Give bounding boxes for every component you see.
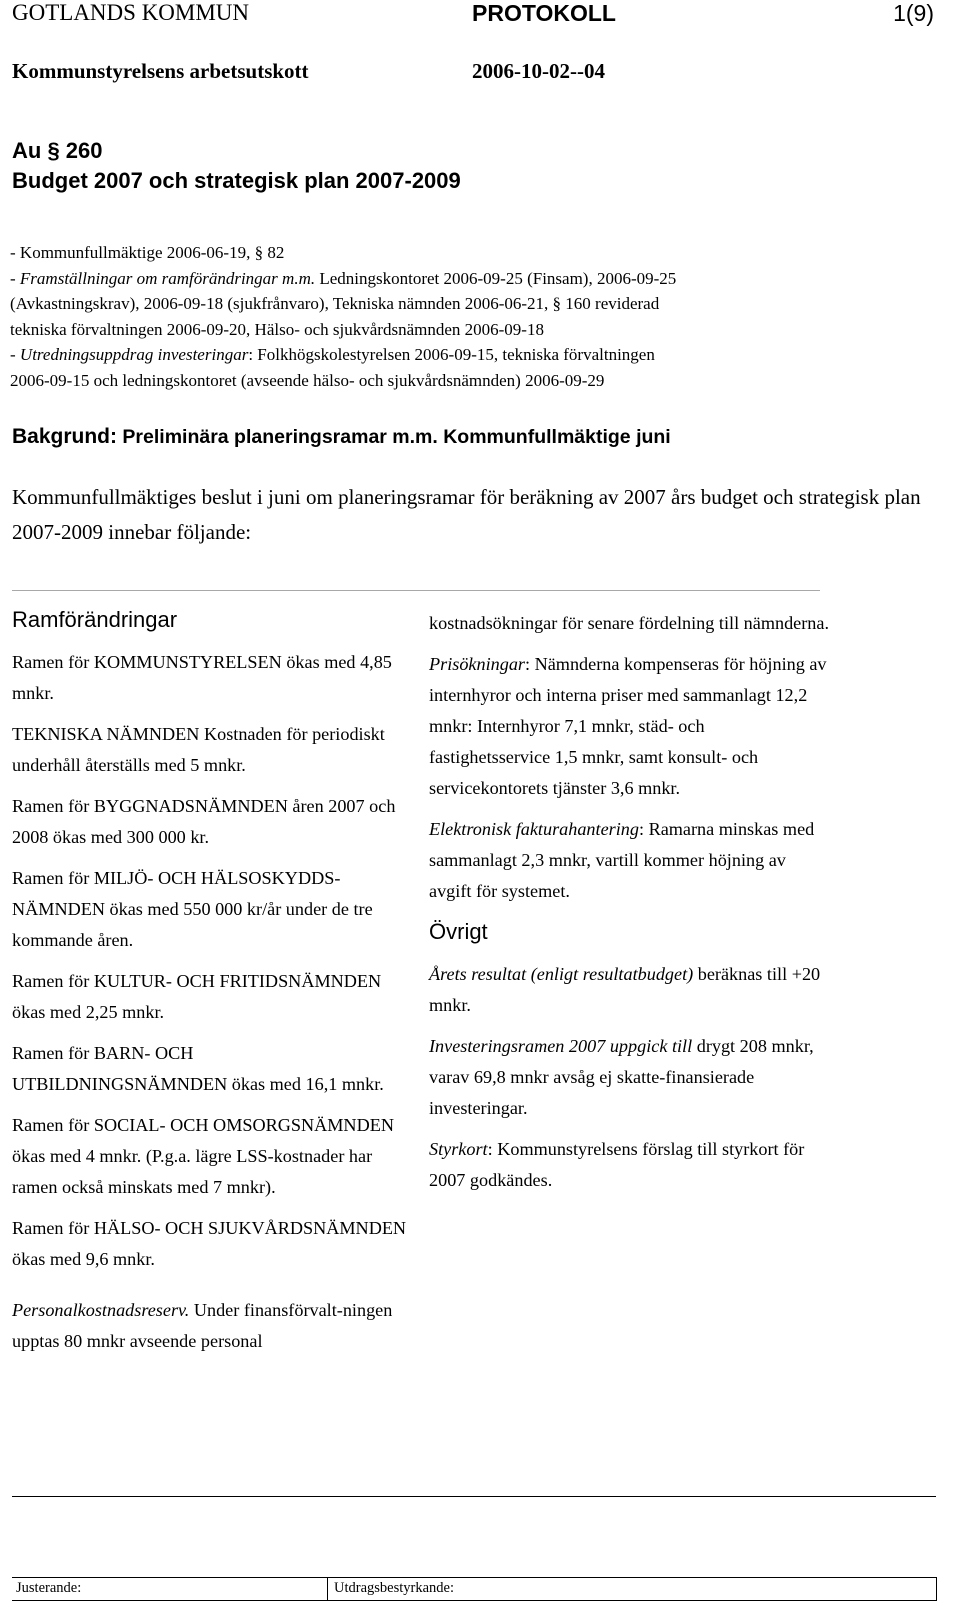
item-title: Budget 2007 och strategisk plan 2007-2009: [12, 168, 461, 193]
paragraph: Ramen för KOMMUNSTYRELSEN ökas med 4,85 mnkr.: [12, 652, 392, 703]
committee-name: Kommunstyrelsens arbetsutskott: [12, 59, 309, 83]
ref-line: - Kommunfullmäktige 2006-06-19, § 82: [10, 243, 285, 262]
paragraph: Elektronisk fakturahantering: Ramarna minskas med sammanlagt 2,3 mnkr, vartill kommer höjning av avgift för systemet.: [429, 819, 815, 901]
right-column: [429, 608, 829, 1206]
org-name: GOTLANDS KOMMUN: [12, 0, 250, 25]
meeting-date: 2006-10-02--04: [472, 59, 605, 83]
paragraph: kostnadsökningar för senare fördelning till nämnderna.: [429, 613, 830, 633]
paragraph: Årets resultat (enligt resultatbudget) beräknas till +20 mnkr.: [429, 964, 821, 1015]
references: [10, 240, 940, 394]
paragraph: Styrkort: Kommunstyrelsens förslag till styrkort för 2007 godkändes.: [429, 1139, 805, 1190]
paragraph: Ramen för BARN- OCH UTBILDNINGSNÄMNDEN ökas med 16,1 mnkr.: [12, 1043, 384, 1094]
page-number: 1(9): [893, 0, 934, 26]
ramforandringar-heading: Ramförändringar: [12, 607, 178, 632]
paragraph: Ramen för KULTUR- OCH FRITIDSNÄMNDEN ökas med 2,25 mnkr.: [12, 971, 382, 1022]
background-intro: Kommunfullmäktiges beslut i juni om planeringsramar för beräkning av 2007 års budget och strategisk plan 2007-2009 innebar följande:: [12, 485, 921, 544]
paragraph: Ramen för BYGGNADSNÄMNDEN åren 2007 och 2008 ökas med 300 000 kr.: [12, 796, 396, 847]
left-column: [12, 605, 407, 1367]
divider: [12, 590, 820, 591]
paragraph: Ramen för SOCIAL- OCH OMSORGSNÄMNDEN ökas med 4 mnkr. (P.g.a. lägre LSS-kostnader har ramen också minskats med 7 mnkr).: [12, 1115, 394, 1197]
paragraph: Prisökningar: Nämnderna kompenseras för höjning av internhyror och interna priser med sammanlagt 12,2 mnkr: Internhyror 7,1 mnkr, städ- och fastighetsservice 1,5 mnkr, samt konsult- och servicekontorets tjänster 3,6 mnkr.: [429, 654, 827, 798]
background-heading: [12, 425, 671, 449]
ref-line: - Utredningsuppdrag investeringar: Folkhögskolestyrelsen 2006-09-15, tekniska förvaltningen: [10, 345, 655, 365]
ref-line: tekniska förvaltningen 2006-09-20, Hälso- och sjukvårdsnämnden 2006-09-18: [10, 319, 544, 339]
paragraph: Investeringsramen 2007 uppgick till drygt 208 mnkr, varav 69,8 mnkr avsåg ej skatte-finansierade investeringar.: [429, 1036, 814, 1118]
footer-rule: [12, 1496, 936, 1497]
footer-signature-box: [12, 1577, 937, 1601]
item-number: Au § 260: [12, 138, 103, 163]
doc-type: PROTOKOLL: [472, 0, 616, 26]
paragraph: Ramen för MILJÖ- OCH HÄLSOSKYDDS-NÄMNDEN ökas med 550 000 kr/år under de tre kommande åren.: [12, 868, 373, 950]
footer-divider: [327, 1578, 328, 1600]
ref-line: - Framställningar om ramförändringar m.m. Ledningskontoret 2006-09-25 (Finsam), 2006-09-25: [10, 268, 677, 288]
utdragsbestyrkande-label: Utdragsbestyrkande:: [334, 1580, 454, 1596]
justerande-label: Justerande:: [16, 1580, 82, 1596]
paragraph: Personalkostnadsreserv. Under finansförvalt-ningen upptas 80 mnkr avseende personal: [12, 1300, 393, 1351]
paragraph: TEKNISKA NÄMNDEN Kostnaden för periodiskt underhåll återställs med 5 mnkr.: [12, 724, 385, 775]
ref-line: (Avkastningskrav), 2006-09-18 (sjukfrånvaro), Tekniska nämnden 2006-06-21, § 160 reviderad: [10, 294, 660, 314]
paragraph: Ramen för HÄLSO- OCH SJUKVÅRDSNÄMNDEN ökas med 9,6 mnkr.: [12, 1218, 407, 1269]
ovrigt-heading: Övrigt: [429, 919, 488, 944]
ref-line: 2006-09-15 och ledningskontoret (avseende hälso- och sjukvårdsnämnden) 2006-09-29: [10, 370, 605, 390]
background-title: Preliminära planeringsramar m.m. Kommunfullmäktige juni: [122, 426, 671, 448]
background-label: Bakgrund:: [12, 425, 117, 448]
